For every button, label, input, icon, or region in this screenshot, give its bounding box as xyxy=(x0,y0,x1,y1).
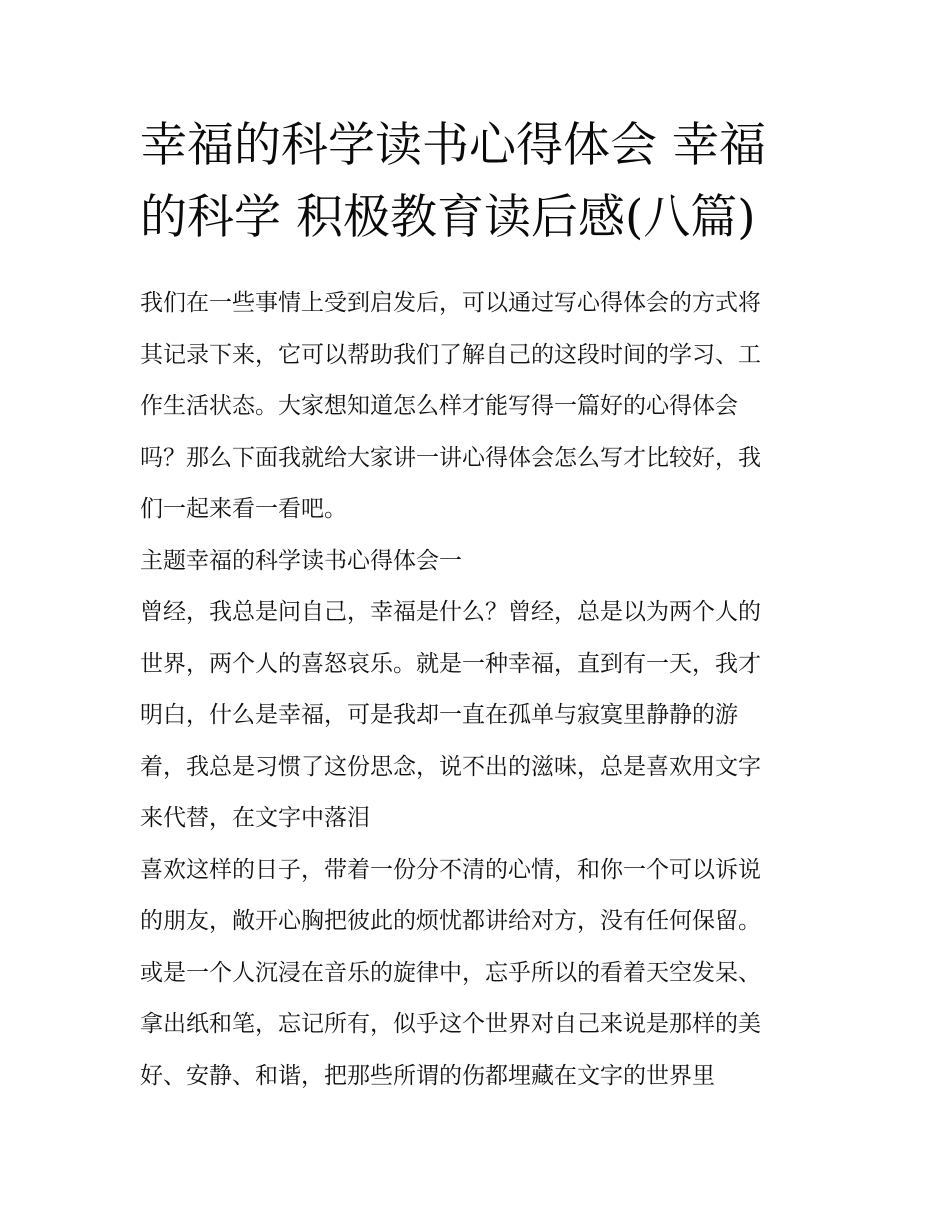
body-paragraph-1 xyxy=(140,587,820,845)
document-body xyxy=(140,278,820,1102)
text-line: 来代替，在文字中落泪 xyxy=(140,805,370,831)
text-line: 曾经，我总是问自己，幸福是什么？曾经，总是以为两个人的 xyxy=(140,599,761,625)
text-line: 明白，什么是幸福，可是我却一直在孤单与寂寞里静静的游 xyxy=(140,702,738,728)
text-line: 我们在一些事情上受到启发后，可以通过写心得体会的方式将 xyxy=(140,290,761,316)
title-line: 幸福的科学读书心得体会 幸福 xyxy=(140,118,766,173)
text-line: 的朋友，敞开心胸把彼此的烦忧都讲给对方，没有任何保留。 xyxy=(140,908,761,934)
text-line: 着，我总是习惯了这份思念，说不出的滋味，总是喜欢用文字 xyxy=(140,753,761,780)
text-line: 喜欢这样的日子，带着一份分不清的心情，和你一个可以诉说 xyxy=(140,856,761,883)
section-heading: 主题幸福的科学读书心得体会一 xyxy=(140,547,462,574)
title-line: 的科学 积极教育读后感(八篇) xyxy=(140,190,756,245)
document-title xyxy=(140,110,820,254)
intro-paragraph xyxy=(140,278,820,536)
text-line: 们一起来看一看吧。 xyxy=(140,496,347,522)
text-line: 作生活状态。大家想知道怎么样才能写得一篇好的心得体会 xyxy=(140,393,738,419)
text-line: 或是一个人沉浸在音乐的旋律中，忘乎所以的看着天空发呆、 xyxy=(140,959,761,986)
text-line: 其记录下来，它可以帮助我们了解自己的这段时间的学习、工 xyxy=(140,341,761,368)
text-line: 好、安静、和谐，把那些所谓的伤都埋藏在文字的世界里 xyxy=(140,1062,715,1089)
text-line: 世界，两个人的喜怒哀乐。就是一种幸福，直到有一天，我才 xyxy=(140,650,761,677)
body-paragraph-2 xyxy=(140,845,820,1103)
text-line: 吗？那么下面我就给大家讲一讲心得体会怎么写才比较好，我 xyxy=(140,444,761,471)
text-line: 拿出纸和笔，忘记所有，似乎这个世界对自己来说是那样的美 xyxy=(140,1011,761,1037)
document-content xyxy=(140,110,820,1102)
